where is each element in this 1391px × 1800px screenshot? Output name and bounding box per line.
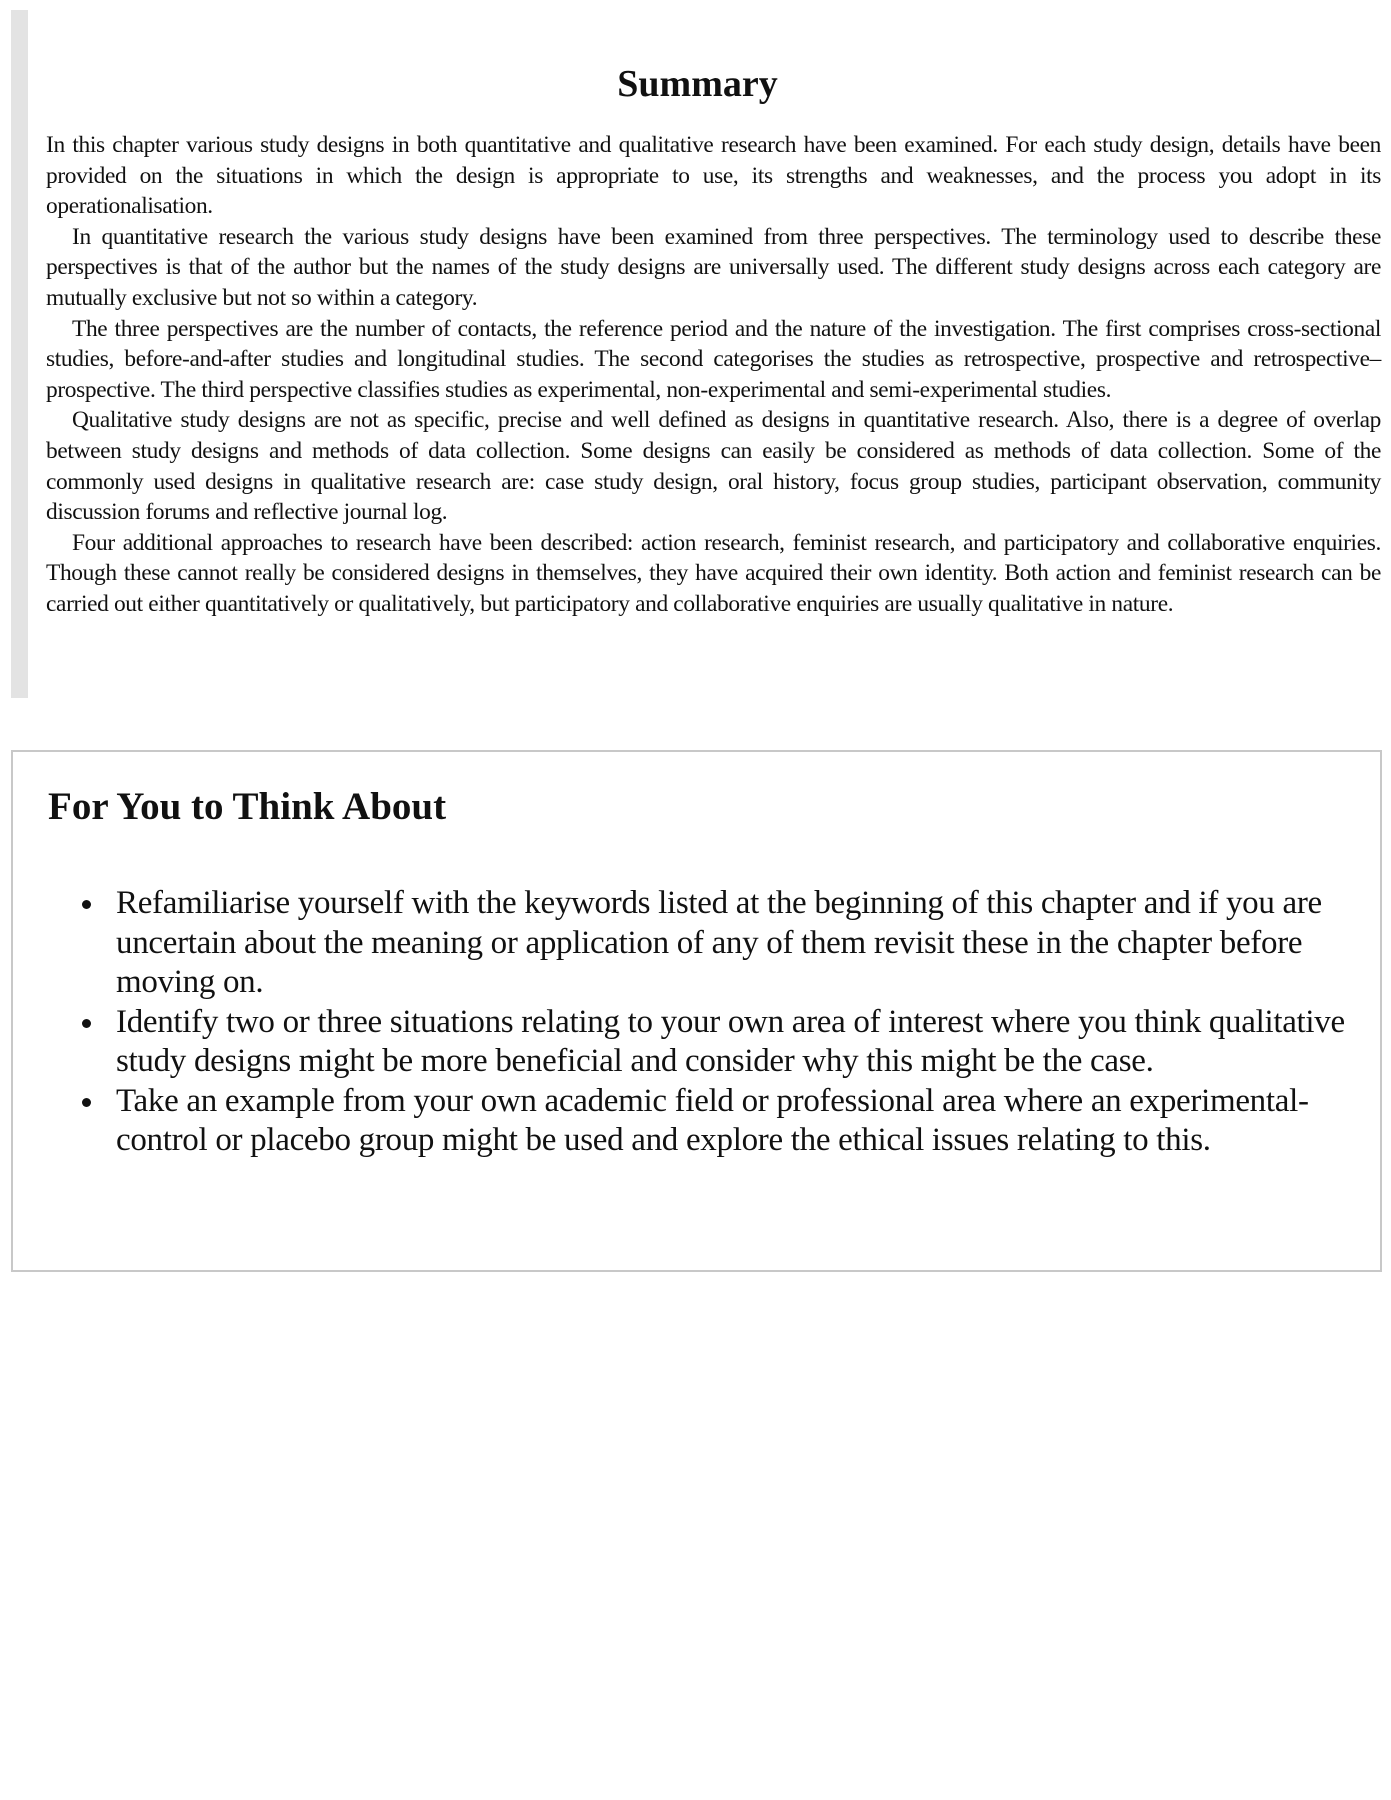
- think-about-box: [11, 750, 1382, 1272]
- summary-body: [46, 130, 1381, 620]
- list-item: [116, 1003, 1366, 1082]
- think-about-list: [116, 884, 1366, 1161]
- list-item: [116, 1082, 1366, 1161]
- summary-paragraph: Four additional approaches to research have been described: action research, feminist research, and participatory and collaborative enquiries. Though these cannot really be considered designs in themselves, they have acquired their own identity. Both action and feminist research can be carried out either quantitatively or qualitatively, but participatory and collaborative enquiries are usually qualitative in nature.: [46, 529, 1381, 617]
- summary-section: [11, 10, 1381, 698]
- bullet-icon: [82, 1019, 91, 1028]
- summary-paragraph: In this chapter various study designs in both quantitative and qualitative research have been examined. For each study design, details have been provided on the situations in which the design is appropriate to use, its strengths and weaknesses, and the process you adopt in its operationalisation.: [46, 132, 1381, 220]
- summary-paragraph: In quantitative research the various study designs have been examined from three perspectives. The terminology used to describe these perspectives is that of the author but the names of the study designs are universally used. The different study designs across each category are mutually exclusive but not so within a category.: [46, 223, 1381, 311]
- summary-title: Summary: [617, 63, 778, 105]
- summary-paragraph: Qualitative study designs are not as specific, precise and well defined as designs in quantitative research. Also, there is a degree of overlap between study designs and methods of data collection. Some designs can easily be considered as methods of data collection. Some of the commonly used designs in qualitative research are: case study design, oral history, focus group studies, participant observation, community discussion forums and reflective journal log.: [46, 407, 1381, 526]
- summary-paragraph: The three perspectives are the number of contacts, the reference period and the nature of the investigation. The first comprises cross-sectional studies, before-and-after studies and longitudinal studies. The second categorises the studies as retrospective, prospective and retrospective–prospective. The third perspective classifies studies as experimental, non-experimental and semi-experimental studies.: [46, 315, 1381, 403]
- list-item-text: Refamiliarise yourself with the keywords listed at the beginning of this chapter and if you are uncertain about the meaning or application of any of them revisit these in the chapter before moving on.: [116, 885, 1322, 1000]
- bullet-icon: [82, 900, 91, 909]
- bullet-icon: [82, 1098, 91, 1107]
- list-item: [116, 884, 1366, 1003]
- list-item-text: Take an example from your own academic field or professional area where an experimental-control or placebo group might be used and explore the ethical issues relating to this.: [116, 1082, 1309, 1158]
- list-item-text: Identify two or three situations relating to your own area of interest where you think qualitative study designs might be more beneficial and consider why this might be the case.: [116, 1003, 1345, 1079]
- think-about-title: For You to Think About: [48, 785, 447, 828]
